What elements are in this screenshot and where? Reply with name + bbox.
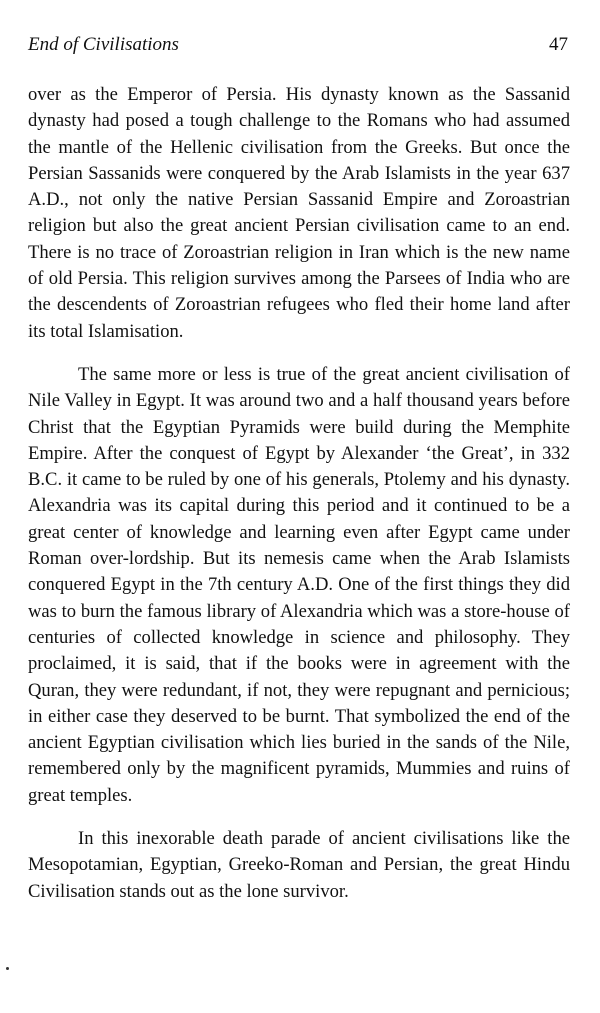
paragraph-egypt: The same more or less is true of the great ancient civilisation of Nile Valley in Egypt. It was around two and a half thousand years before Christ that the Egyptian Pyramids were build during the Memphite Empire. After the conquest of Egypt by Alexander ‘the Great’, in 332 B.C. it came to be ruled by one of his generals, Ptolemy and his dynasty. Alexandria was its capital during this period and it continued to be a great center of knowledge and learning even after Egypt came under Roman over-lordship. But its nemesis came when the Arab Islamists conquered Egypt in the 7th century A.D. One of the first things they did was to burn the famous library of Alexandria which was a store-house of centuries of collected knowledge in science and philosophy. They proclaimed, it is said, that if the books were in agreement with the Quran, they were redundant, if not, they were repugnant and pernicious; in either case they deserved to be burnt. That symbolized the end of the ancient Egyptian civilisation which lies buried in the sands of the Nile, remembered only by the magnificent pyramids, Mummies and ruins of great temples. [28,363,570,806]
paragraph-persia: over as the Emperor of Persia. His dynasty known as the Sassanid dynasty had posed a tough challenge to the Romans who had assumed the mantle of the Hellenic civilisation from the Greeks. But once the Persian Sassanids were conquered by the Arab Islamists in the year 637 A.D., not only the native Persian Sassanid Empire and Zoroastrian religion but also the great ancient Persian civilisation came to an end. There is no trace of Zoroastrian religion in Iran which is the new name of old Persia. This religion survives among the Parsees of India who are the descendents of Zoroastrian refugees who fled their home land after its total Islamisation. [28,84,570,342]
running-head [28,34,570,64]
running-title: End of Civilisations [28,34,179,55]
paragraph-hindu-civilisation: In this inexorable death parade of ancient civilisations like the Mesopotamian, Egyptian, Greeko-Roman and Persian, the great Hindu Civilisation stands out as the lone survivor. [28,828,570,902]
page-number: 47 [549,34,568,55]
body-text [28,82,570,905]
margin-mark [6,967,9,970]
book-page [28,34,570,905]
